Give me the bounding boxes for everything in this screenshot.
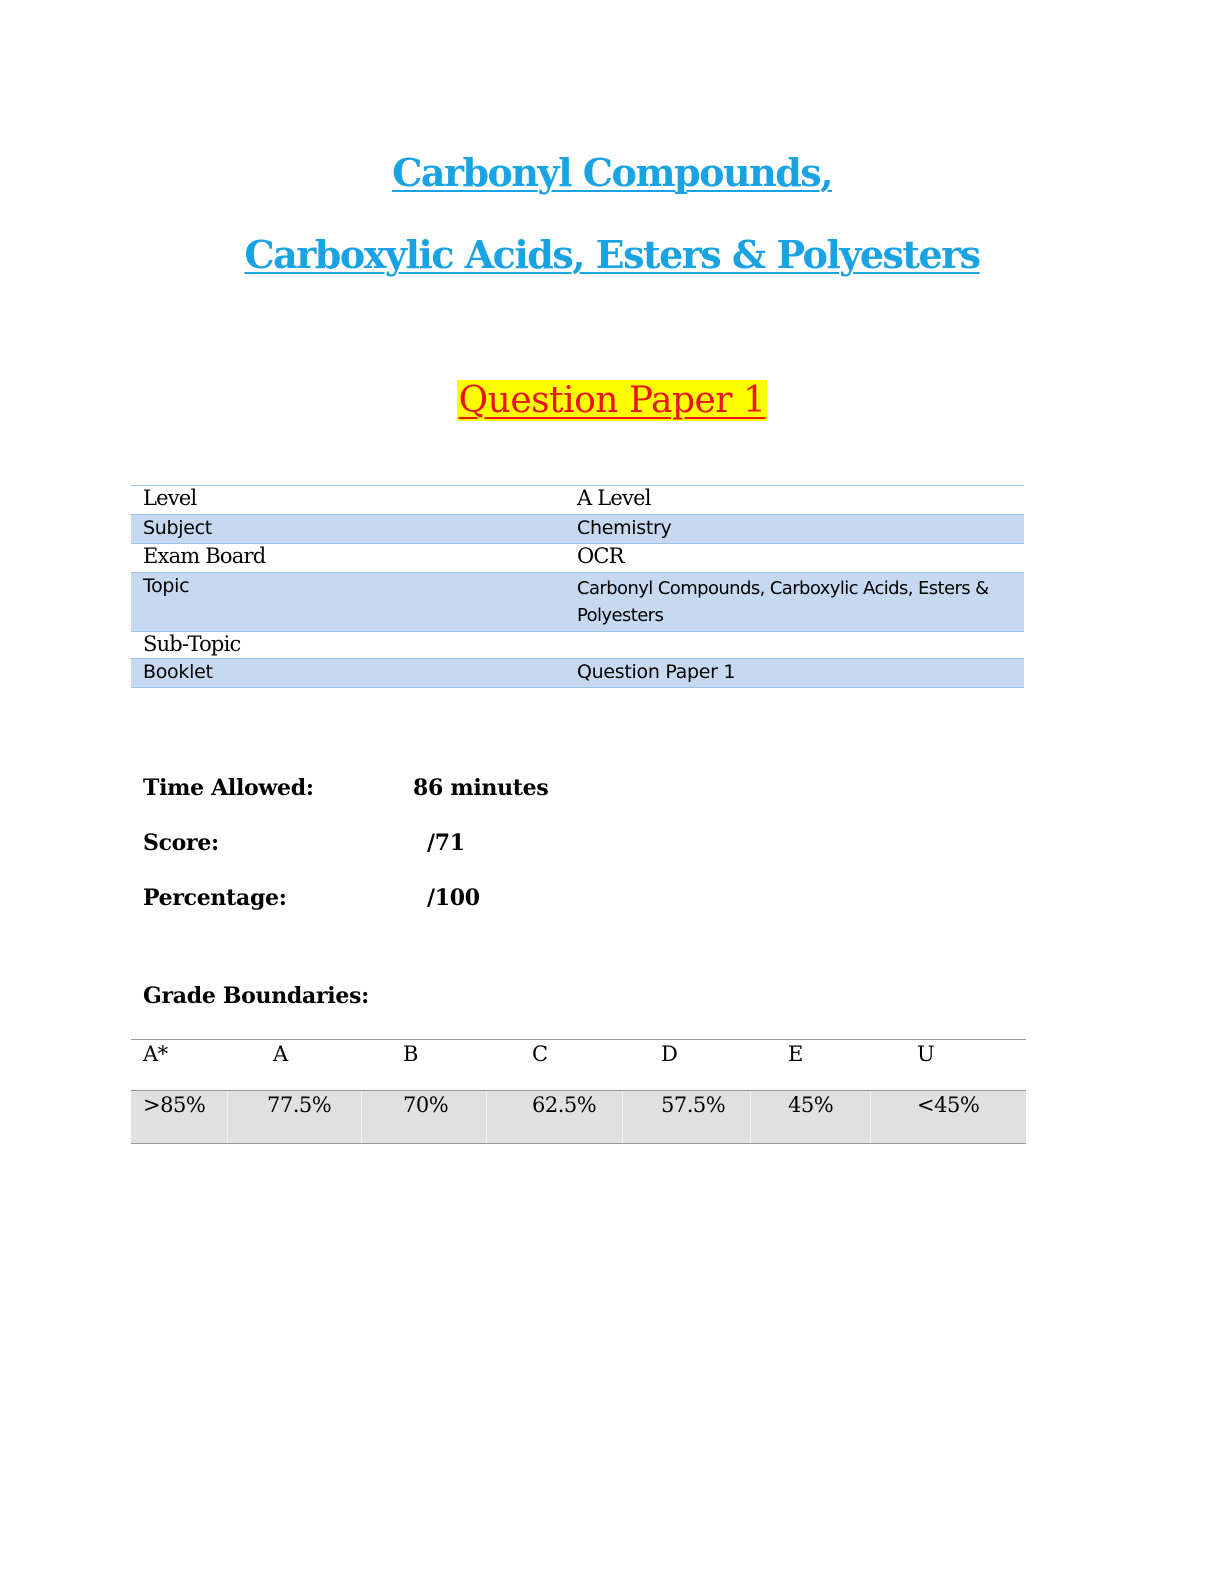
grade-header: A*	[143, 1042, 168, 1066]
grade-boundary: 70%	[362, 1091, 487, 1143]
info-key: Exam Board	[143, 544, 266, 568]
info-row-level	[131, 486, 1024, 514]
paper-label: Question Paper 1	[458, 380, 766, 421]
grade-header: E	[788, 1042, 803, 1066]
info-value: OCR	[577, 544, 624, 568]
grade-boundary: 62.5%	[487, 1091, 623, 1143]
info-value	[577, 632, 1024, 658]
info-key: Sub-Topic	[143, 632, 241, 656]
grade-boundaries-label: Grade Boundaries:	[143, 983, 369, 1009]
info-key: Topic	[143, 575, 190, 597]
info-row-exam-board	[131, 543, 1024, 572]
info-value: Chemistry	[577, 517, 672, 539]
info-row-subject	[131, 514, 1024, 543]
grade-boundary: 77.5%	[228, 1091, 362, 1143]
grade-header: A	[273, 1042, 288, 1066]
grade-header-row	[131, 1040, 1026, 1091]
info-table	[131, 485, 1024, 688]
grade-boundary: 45%	[751, 1091, 871, 1143]
grade-boundary: <45%	[917, 1093, 980, 1117]
grade-boundaries-table	[131, 1039, 1026, 1144]
percentage-label: Percentage:	[143, 885, 287, 911]
title-line-2: Carboxylic Acids, Esters & Polyesters	[244, 232, 980, 277]
grade-header: U	[917, 1042, 935, 1066]
info-value: Carbonyl Compounds, Carboxylic Acids, Esters & Polyesters	[577, 578, 989, 626]
grade-header: D	[661, 1042, 678, 1066]
score-value: /71	[427, 830, 465, 856]
paper-label-wrapper	[0, 380, 1224, 421]
grade-header: C	[532, 1042, 548, 1066]
grade-boundary: >85%	[131, 1091, 228, 1143]
percentage-value: /100	[427, 885, 480, 911]
grade-header: B	[403, 1042, 418, 1066]
info-row-booklet	[131, 658, 1024, 687]
info-key: Subject	[143, 517, 212, 539]
info-value: A Level	[577, 486, 651, 510]
grade-boundary: 57.5%	[623, 1091, 751, 1143]
info-row-sub-topic	[131, 631, 1024, 658]
score-label: Score:	[143, 830, 219, 856]
info-key: Level	[143, 486, 197, 510]
title-line-1: Carbonyl Compounds,	[392, 150, 832, 195]
info-row-topic	[131, 572, 1024, 631]
time-allowed-label: Time Allowed:	[143, 775, 314, 801]
time-allowed-value: 86 minutes	[413, 775, 549, 801]
grade-values-row	[131, 1091, 1026, 1143]
info-key: Booklet	[143, 661, 213, 683]
info-value: Question Paper 1	[577, 661, 736, 683]
